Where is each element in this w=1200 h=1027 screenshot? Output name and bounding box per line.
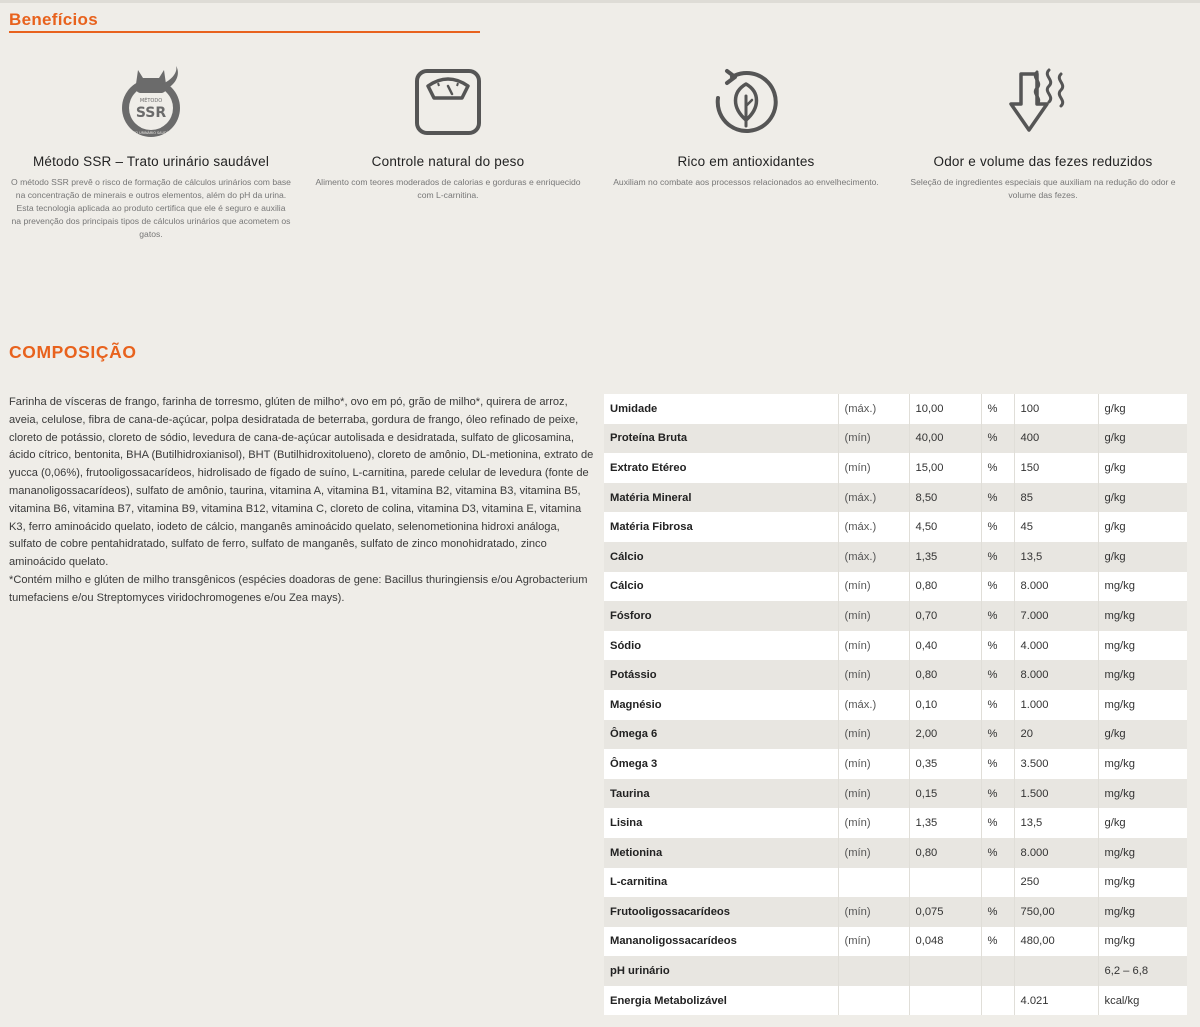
antioxidant-leaf-icon xyxy=(606,62,886,142)
ingredients-text: Farinha de vísceras de frango, farinha de torresmo, glúten de milho*, ovo em pó, grão de milho*, quirera de arroz, aveia, celulose, fibra de cana-de-açúcar, polpa desidratada de beterraba, gordura de frango, óleo refinado de peixe, cloreto de potássio, cloreto de sódio, levedura de cana-de-açúcar autolisada e desidratada, sulfato de glicosamina, ácido cítrico, bentonita, BHA (Butilhidroxianisol), BHT (Butilhidroxitolueno), cloreto de amônio, DL-metionina, extrato de yucca (0,06%), frutooligossacarídeos, hidrolisado de fígado de suíno, L-carnitina, parede celular de levedura (fonte de mananoligossacarídeos), sulfato de amônio, taurina, vitamina A, vitamina B1, vitamina B2, vitamina B3, vitamina B5, vitamina B6, vitamina B7, vitamina B9, vitamina B12, vitamina C, cloreto de colina, vitamina D3, vitamina E, vitamina K3, ferro aminoácido quelato, iodeto de cálcio, manganês aminoácido quelato, selenometionina hidroxi análoga, sulfato de cobre pentahidratado, sulfato de ferro, sulfato de manganês, sulfato de zinco monohidratado, zinco aminoácido quelato. xyxy=(9,396,594,569)
nutrient-name: Cálcio xyxy=(604,542,838,572)
nutrient-qualifier: (mín) xyxy=(838,601,909,631)
composition-section-title: COMPOSIÇÃO xyxy=(9,342,137,362)
nutrient-percent-sign: % xyxy=(981,720,1014,750)
table-row xyxy=(604,779,1187,809)
top-divider xyxy=(0,0,1200,3)
nutrient-amount: 3.500 xyxy=(1014,749,1098,779)
nutrient-unit: mg/kg xyxy=(1098,601,1187,631)
nutrient-percent-sign: % xyxy=(981,631,1014,661)
nutrient-name: Matéria Mineral xyxy=(604,483,838,513)
nutrient-unit: g/kg xyxy=(1098,542,1187,572)
nutrient-amount: 1.000 xyxy=(1014,690,1098,720)
svg-text:SSR: SSR xyxy=(135,105,167,121)
nutrient-name: Energia Metabolizável xyxy=(604,986,838,1016)
nutrient-qualifier: (mín) xyxy=(838,927,909,957)
nutrient-name: pH urinário xyxy=(604,956,838,986)
nutrient-percent-sign: % xyxy=(981,512,1014,542)
nutrient-name: Matéria Fibrosa xyxy=(604,512,838,542)
benefit-odor-description: Seleção de ingredientes especiais que auxiliam na redução do odor e volume das fezes. xyxy=(910,177,1176,200)
nutrient-name: Metionina xyxy=(604,838,838,868)
nutrient-qualifier xyxy=(838,956,909,986)
benefits-title-underline xyxy=(9,31,480,33)
nutrient-amount: 1.500 xyxy=(1014,779,1098,809)
nutrition-table-body xyxy=(604,394,1187,1015)
nutrient-name: Taurina xyxy=(604,779,838,809)
nutrient-unit: g/kg xyxy=(1098,394,1187,424)
nutrient-percent-sign: % xyxy=(981,808,1014,838)
table-row xyxy=(604,956,1187,986)
nutrient-unit: mg/kg xyxy=(1098,779,1187,809)
benefit-ssr xyxy=(11,62,291,241)
nutrient-percent-sign: % xyxy=(981,542,1014,572)
benefit-odor xyxy=(903,62,1183,202)
nutrient-name: Sódio xyxy=(604,631,838,661)
nutrient-name: Ômega 3 xyxy=(604,749,838,779)
nutrient-amount: 4.000 xyxy=(1014,631,1098,661)
nutrient-name: Lisina xyxy=(604,808,838,838)
nutrient-qualifier: (mín) xyxy=(838,572,909,602)
benefit-antioxidants-title: Rico em antioxidantes xyxy=(677,154,815,169)
benefit-weight-description: Alimento com teores moderados de calorias e gorduras e enriquecido com L-carnitina. xyxy=(315,177,581,200)
nutrient-unit: mg/kg xyxy=(1098,927,1187,957)
nutrient-qualifier xyxy=(838,868,909,898)
table-row xyxy=(604,512,1187,542)
table-row xyxy=(604,838,1187,868)
nutrient-percent-value xyxy=(909,868,981,898)
nutrient-percent-value: 10,00 xyxy=(909,394,981,424)
nutrient-unit: mg/kg xyxy=(1098,690,1187,720)
nutrient-percent-value: 2,00 xyxy=(909,720,981,750)
nutrient-amount: 7.000 xyxy=(1014,601,1098,631)
benefit-ssr-title: Método SSR – Trato urinário saudável xyxy=(32,154,270,169)
nutrient-percent-value: 0,10 xyxy=(909,690,981,720)
nutrient-unit: mg/kg xyxy=(1098,572,1187,602)
nutrient-name: Proteína Bruta xyxy=(604,424,838,454)
nutrient-percent-value: 0,70 xyxy=(909,601,981,631)
nutrient-unit: g/kg xyxy=(1098,512,1187,542)
nutrient-unit: g/kg xyxy=(1098,453,1187,483)
nutrient-name: Umidade xyxy=(604,394,838,424)
nutrient-name: Fósforo xyxy=(604,601,838,631)
odor-reduction-arrow-icon xyxy=(903,62,1183,142)
nutrient-percent-value: 0,80 xyxy=(909,838,981,868)
nutrient-amount: 45 xyxy=(1014,512,1098,542)
nutrient-amount: 150 xyxy=(1014,453,1098,483)
table-row xyxy=(604,572,1187,602)
nutrient-amount: 480,00 xyxy=(1014,927,1098,957)
benefit-antioxidants xyxy=(606,62,886,189)
table-row xyxy=(604,483,1187,513)
benefit-odor-title: Odor e volume das fezes reduzidos xyxy=(933,154,1153,169)
nutrient-unit: g/kg xyxy=(1098,808,1187,838)
nutrient-qualifier: (máx.) xyxy=(838,394,909,424)
nutrient-percent-value: 0,35 xyxy=(909,749,981,779)
nutrient-qualifier: (máx.) xyxy=(838,542,909,572)
nutrient-percent-sign: % xyxy=(981,838,1014,868)
nutrient-unit: mg/kg xyxy=(1098,838,1187,868)
table-row xyxy=(604,542,1187,572)
nutrient-amount xyxy=(1014,956,1098,986)
nutrient-percent-sign xyxy=(981,956,1014,986)
nutrient-percent-value: 15,00 xyxy=(909,453,981,483)
nutrient-qualifier: (mín) xyxy=(838,808,909,838)
composition-ingredients xyxy=(9,394,594,608)
nutrient-unit: mg/kg xyxy=(1098,660,1187,690)
nutrient-percent-sign: % xyxy=(981,749,1014,779)
nutrient-percent-sign xyxy=(981,986,1014,1016)
table-row xyxy=(604,660,1187,690)
benefit-antioxidants-description: Auxiliam no combate aos processos relacionados ao envelhecimento. xyxy=(613,177,879,187)
nutrient-amount: 13,5 xyxy=(1014,808,1098,838)
nutrient-percent-sign: % xyxy=(981,779,1014,809)
nutrient-name: Extrato Etéreo xyxy=(604,453,838,483)
weight-scale-icon xyxy=(308,62,588,142)
table-row xyxy=(604,690,1187,720)
nutrient-percent-sign xyxy=(981,868,1014,898)
nutrient-unit: mg/kg xyxy=(1098,631,1187,661)
table-row xyxy=(604,631,1187,661)
nutrient-percent-value: 0,048 xyxy=(909,927,981,957)
nutrient-amount: 13,5 xyxy=(1014,542,1098,572)
nutrient-percent-value: 40,00 xyxy=(909,424,981,454)
nutrient-amount: 250 xyxy=(1014,868,1098,898)
nutrition-table xyxy=(604,394,1187,1015)
nutrient-unit: mg/kg xyxy=(1098,897,1187,927)
nutrient-qualifier: (mín) xyxy=(838,720,909,750)
nutrient-percent-value: 0,40 xyxy=(909,631,981,661)
nutrient-percent-sign: % xyxy=(981,927,1014,957)
nutrient-qualifier: (mín) xyxy=(838,660,909,690)
nutrient-percent-sign: % xyxy=(981,394,1014,424)
nutrient-percent-sign: % xyxy=(981,453,1014,483)
table-row xyxy=(604,720,1187,750)
table-row xyxy=(604,453,1187,483)
benefits-section-title: Benefícios xyxy=(9,10,98,29)
nutrient-percent-value: 1,35 xyxy=(909,542,981,572)
nutrient-amount: 100 xyxy=(1014,394,1098,424)
nutrient-qualifier: (máx.) xyxy=(838,512,909,542)
nutrient-amount: 8.000 xyxy=(1014,572,1098,602)
nutrient-amount: 4.021 xyxy=(1014,986,1098,1016)
nutrient-percent-sign: % xyxy=(981,572,1014,602)
nutrient-amount: 8.000 xyxy=(1014,660,1098,690)
table-row xyxy=(604,986,1187,1016)
nutrient-amount: 8.000 xyxy=(1014,838,1098,868)
benefit-ssr-description: O método SSR prevê o risco de formação de cálculos urinários com base na concentração de minerais e outros elementos, além do pH da urina. Esta tecnologia aplicada ao produto certifica que ele é seguro e auxilia na prevenção dos principais tipos de cálculos urinários que acometem os gatos. xyxy=(11,177,291,239)
table-row xyxy=(604,808,1187,838)
nutrient-unit: mg/kg xyxy=(1098,749,1187,779)
nutrient-unit: g/kg xyxy=(1098,483,1187,513)
nutrient-name: Magnésio xyxy=(604,690,838,720)
nutrient-percent-sign: % xyxy=(981,660,1014,690)
nutrient-percent-sign: % xyxy=(981,601,1014,631)
nutrient-qualifier: (mín) xyxy=(838,838,909,868)
nutrient-percent-value xyxy=(909,956,981,986)
table-row xyxy=(604,897,1187,927)
nutrient-amount: 85 xyxy=(1014,483,1098,513)
table-row xyxy=(604,394,1187,424)
nutrient-name: Ômega 6 xyxy=(604,720,838,750)
benefit-weight-title: Controle natural do peso xyxy=(371,154,525,169)
nutrient-percent-value: 1,35 xyxy=(909,808,981,838)
svg-text:TRATO URINÁRIO SAUDÁVEL: TRATO URINÁRIO SAUDÁVEL xyxy=(127,131,175,135)
nutrient-qualifier: (mín) xyxy=(838,453,909,483)
nutrient-name: Mananoligossacarídeos xyxy=(604,927,838,957)
nutrient-unit: kcal/kg xyxy=(1098,986,1187,1016)
nutrient-percent-value xyxy=(909,986,981,1016)
nutrient-unit: 6,2 – 6,8 xyxy=(1098,956,1187,986)
table-row xyxy=(604,424,1187,454)
svg-text:MÉTODO: MÉTODO xyxy=(139,98,163,104)
nutrient-percent-value: 4,50 xyxy=(909,512,981,542)
nutrient-qualifier xyxy=(838,986,909,1016)
nutrient-percent-sign: % xyxy=(981,483,1014,513)
nutrient-unit: g/kg xyxy=(1098,720,1187,750)
nutrient-qualifier: (mín) xyxy=(838,631,909,661)
benefit-weight xyxy=(308,62,588,202)
nutrient-percent-value: 8,50 xyxy=(909,483,981,513)
nutrient-name: Potássio xyxy=(604,660,838,690)
nutrient-qualifier: (máx.) xyxy=(838,483,909,513)
nutrient-name: L-carnitina xyxy=(604,868,838,898)
nutrient-percent-sign: % xyxy=(981,897,1014,927)
nutrient-unit: g/kg xyxy=(1098,424,1187,454)
nutrient-amount: 20 xyxy=(1014,720,1098,750)
table-row xyxy=(604,749,1187,779)
nutrient-percent-value: 0,075 xyxy=(909,897,981,927)
nutrient-name: Cálcio xyxy=(604,572,838,602)
nutrient-percent-value: 0,15 xyxy=(909,779,981,809)
nutrient-qualifier: (mín) xyxy=(838,779,909,809)
table-row xyxy=(604,927,1187,957)
nutrient-unit: mg/kg xyxy=(1098,868,1187,898)
nutrient-percent-sign: % xyxy=(981,690,1014,720)
nutrient-qualifier: (mín) xyxy=(838,424,909,454)
table-row xyxy=(604,868,1187,898)
gmo-note: *Contém milho e glúten de milho transgênicos (espécies doadoras de gene: Bacillus thuringiensis e/ou Agrobacterium tumefaciens e/ou Streptomyces viridochromogenes e/ou Zea mays). xyxy=(9,573,588,604)
nutrient-percent-sign: % xyxy=(981,424,1014,454)
nutrient-amount: 750,00 xyxy=(1014,897,1098,927)
nutrient-qualifier: (máx.) xyxy=(838,690,909,720)
nutrient-amount: 400 xyxy=(1014,424,1098,454)
nutrient-qualifier: (mín) xyxy=(838,749,909,779)
nutrient-qualifier: (mín) xyxy=(838,897,909,927)
table-row xyxy=(604,601,1187,631)
nutrient-percent-value: 0,80 xyxy=(909,572,981,602)
ssr-cat-seal-icon xyxy=(11,62,291,142)
nutrient-name: Frutooligossacarídeos xyxy=(604,897,838,927)
nutrient-percent-value: 0,80 xyxy=(909,660,981,690)
